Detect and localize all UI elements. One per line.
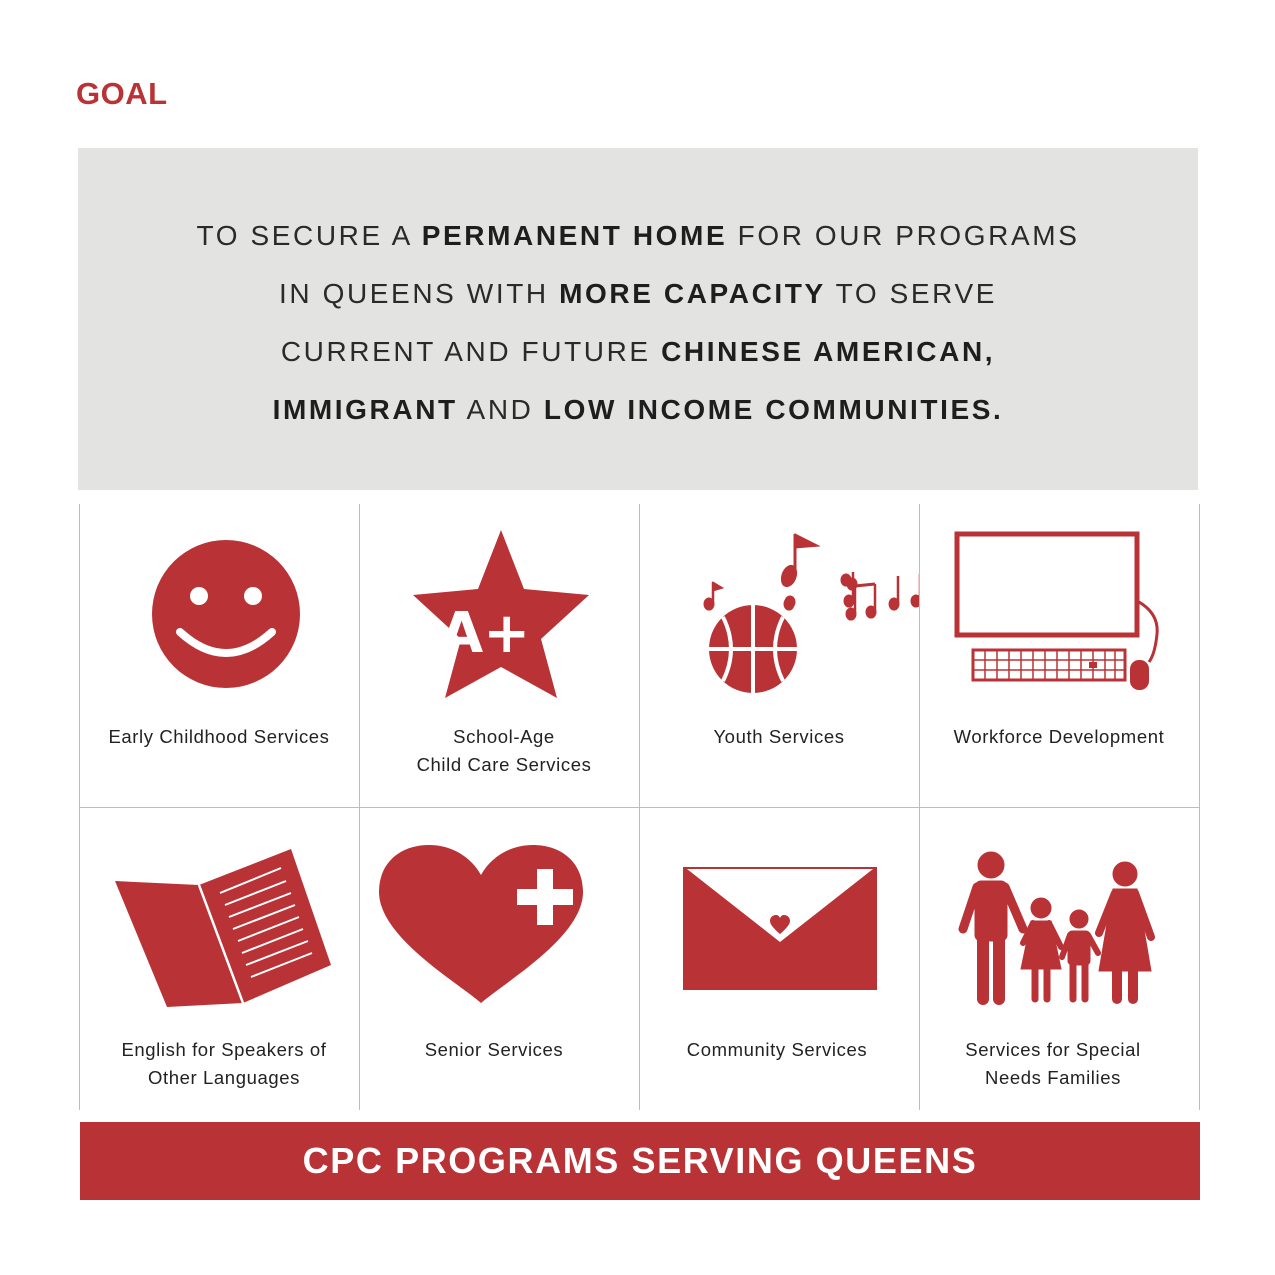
goal-statement-box	[78, 148, 1198, 490]
goal-text: TO SECURE A	[196, 220, 422, 251]
program-special-needs	[919, 807, 1199, 1110]
program-label-line: Workforce Development	[953, 726, 1165, 747]
program-community	[639, 807, 919, 1110]
goal-emphasis: IMMIGRANT	[272, 394, 458, 425]
program-early-childhood	[79, 504, 359, 807]
program-label-line: Needs Families	[985, 1067, 1121, 1088]
goal-text: AND	[457, 394, 544, 425]
program-label-line: School-Age	[453, 726, 555, 747]
program-youth	[639, 504, 919, 807]
footer-banner: CPC PROGRAMS SERVING QUEENS	[80, 1122, 1200, 1200]
goal-line-2	[78, 278, 1198, 310]
programs-grid	[79, 504, 1200, 1110]
goal-text: TO SERVE	[825, 278, 997, 309]
goal-line-4	[78, 394, 1198, 426]
program-senior	[359, 807, 639, 1110]
goal-text: CURRENT AND FUTURE	[280, 336, 662, 367]
program-label-line: Youth Services	[713, 726, 845, 747]
smiley-face-icon	[79, 504, 359, 807]
program-label-line: Early Childhood Services	[108, 726, 330, 747]
program-esol	[79, 807, 359, 1110]
envelope-heart-icon	[639, 807, 919, 1110]
goal-line-3	[78, 336, 1198, 368]
basketball-music-icon	[639, 504, 919, 807]
goal-line-1	[78, 220, 1198, 252]
goal-text: FOR OUR PROGRAMS	[727, 220, 1080, 251]
goal-emphasis: MORE CAPACITY	[559, 278, 826, 309]
goal-emphasis: LOW INCOME COMMUNITIES.	[543, 394, 1004, 425]
program-label-line: Other Languages	[148, 1067, 300, 1088]
program-workforce	[919, 504, 1199, 807]
heart-cross-icon	[359, 807, 639, 1110]
goal-heading: GOAL	[76, 76, 168, 111]
program-label-line: Services for Special	[965, 1039, 1141, 1060]
grade-text: A+	[439, 601, 531, 666]
goal-emphasis: PERMANENT HOME	[421, 220, 728, 251]
goal-text: IN QUEENS WITH	[279, 278, 560, 309]
program-school-age	[359, 504, 639, 807]
program-label-line: Community Services	[686, 1039, 868, 1060]
program-label-line: English for Speakers of	[121, 1039, 327, 1060]
computer-icon	[919, 504, 1199, 807]
program-label-line: Senior Services	[424, 1039, 564, 1060]
program-label-line: Child Care Services	[416, 754, 592, 775]
goal-emphasis: CHINESE AMERICAN,	[661, 336, 996, 367]
